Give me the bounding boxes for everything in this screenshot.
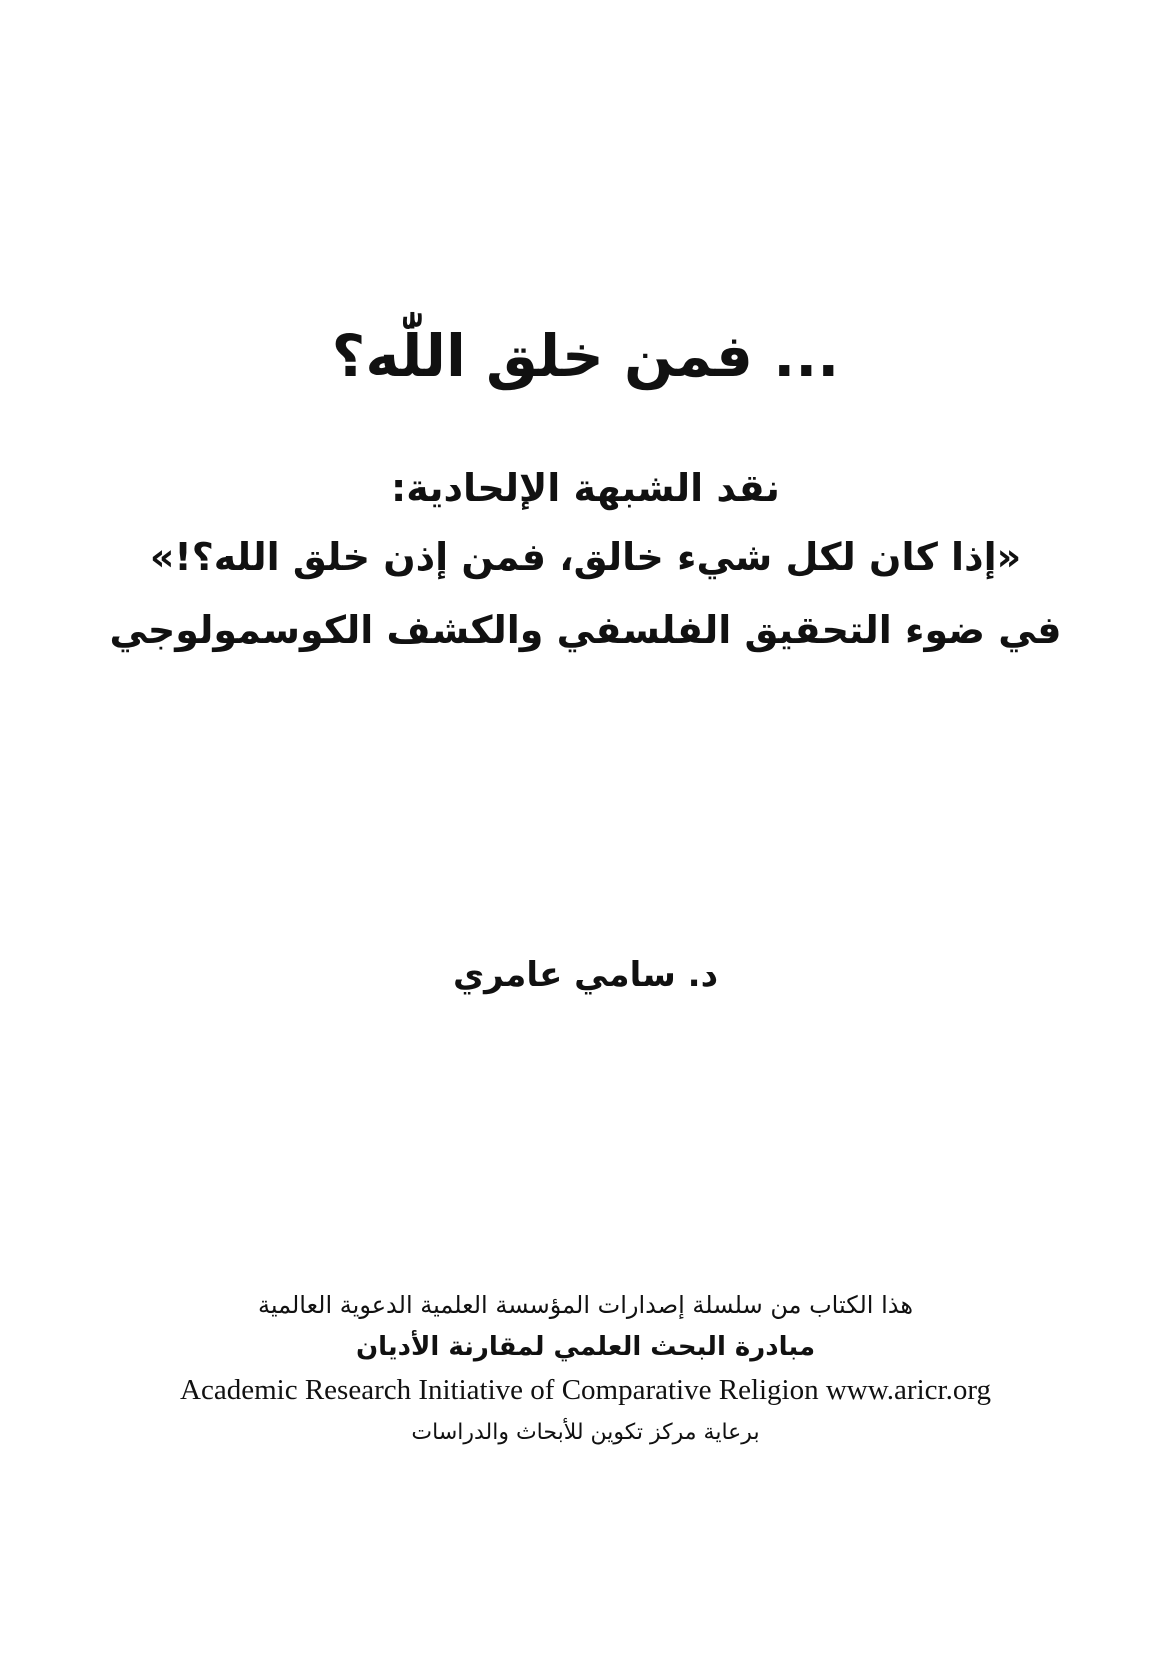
sponsor-note: برعاية مركز تكوين للأبحاث والدراسات bbox=[411, 1420, 760, 1445]
subtitle-line-3: في ضوء التحقيق الفلسفي والكشف الكوسمولوجي bbox=[109, 608, 1062, 652]
subtitle-line-1: نقد الشبهة الإلحادية: bbox=[391, 466, 780, 510]
series-note: هذا الكتاب من سلسلة إصدارات المؤسسة العلمية الدعوية العالمية bbox=[257, 1291, 914, 1319]
subtitle-line-2: «إذا كان لكل شيء خالق، فمن إذن خلق الله؟!» bbox=[149, 535, 1022, 579]
book-title: ... فمن خلق اللّٰه؟ bbox=[331, 322, 840, 390]
author-name: د. سامي عامري bbox=[452, 955, 719, 995]
initiative-name-arabic: مبادرة البحث العلمي لمقارنة الأديان bbox=[355, 1332, 816, 1362]
initiative-name-english: Academic Research Initiative of Comparative Religion www.aricr.org bbox=[180, 1374, 991, 1406]
